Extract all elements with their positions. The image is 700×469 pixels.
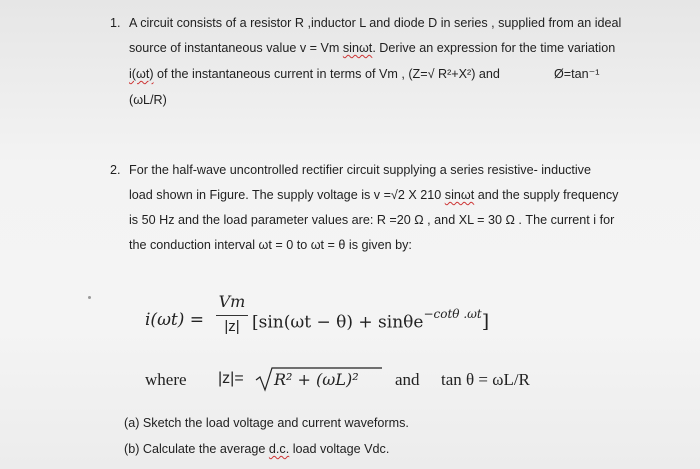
q1-line3-tan: Ø=tan⁻¹ — [554, 67, 600, 81]
eq1-z: |z| — [224, 318, 240, 335]
q1-line1: A circuit consists of a resistor R ,inductor L and diode D in series , supplied from an ideal — [129, 16, 622, 30]
q1-line2-a: source of instantaneous value v = Vm — [129, 41, 343, 55]
eq1-left: i(ωt) = — [145, 310, 205, 330]
q1-line3-iwt: i(ωt) — [129, 67, 154, 81]
eq2-and: and — [395, 370, 420, 389]
q1-line2 — [129, 40, 615, 56]
q2-line2-c: and the supply frequency — [474, 188, 619, 202]
q1-line3-b: of the instantaneous current in terms of Vm , (Z=√ R²+X²) and — [153, 67, 500, 81]
q2-line4: the conduction interval ωt = 0 to ωt = θ is given by: — [129, 238, 412, 252]
q2-line2-sinwt: sinωt — [444, 188, 475, 202]
q1-line2-sinwt: sinωt — [342, 41, 373, 55]
eq1-numerator — [214, 292, 250, 312]
q2-line3: is 50 Hz and the load parameter values are: R =20 Ω , and XL = 30 Ω . The current i for — [129, 213, 615, 227]
eq1-close-bracket: ] — [481, 310, 490, 333]
eq1-body — [252, 307, 490, 333]
eq2-where: where — [145, 370, 187, 389]
q2-number: 2. — [110, 163, 121, 177]
eq1-exponent: −cotθ .ωt — [423, 307, 482, 321]
q1-line2-c: . Derive an expression for the time variation — [372, 41, 616, 55]
eq1-denominator — [214, 318, 250, 335]
q1-number: 1. — [110, 16, 121, 30]
q2-line1: For the half-wave uncontrolled rectifier circuit supplying a series resistive- inductive — [129, 163, 591, 177]
eq1-body-text: [sin(ωt − θ) + sinθe — [252, 312, 424, 333]
q1-line3 — [129, 66, 500, 82]
q1-line4: (ωL/R) — [129, 93, 167, 107]
page-mark — [88, 296, 91, 299]
eq1-vm: Vm — [218, 292, 246, 311]
part-a: (a) Sketch the load voltage and current waveforms. — [124, 416, 409, 430]
part-b-1: (b) Calculate the average — [124, 442, 269, 456]
eq1-fraction-line — [216, 315, 248, 316]
q2-line2 — [129, 187, 618, 203]
part-b-dc: d.c. — [268, 442, 290, 456]
part-b-3: load voltage Vdc. — [289, 442, 390, 456]
eq2-tan: tan θ = ωL/R — [441, 370, 530, 389]
part-b — [124, 441, 389, 457]
eq2-z: |z|= — [218, 370, 244, 387]
eq2-root: R² + (ωL)² — [274, 370, 359, 389]
q2-line2-a: load shown in Figure. The supply voltage is v =√2 X 210 — [129, 188, 445, 202]
